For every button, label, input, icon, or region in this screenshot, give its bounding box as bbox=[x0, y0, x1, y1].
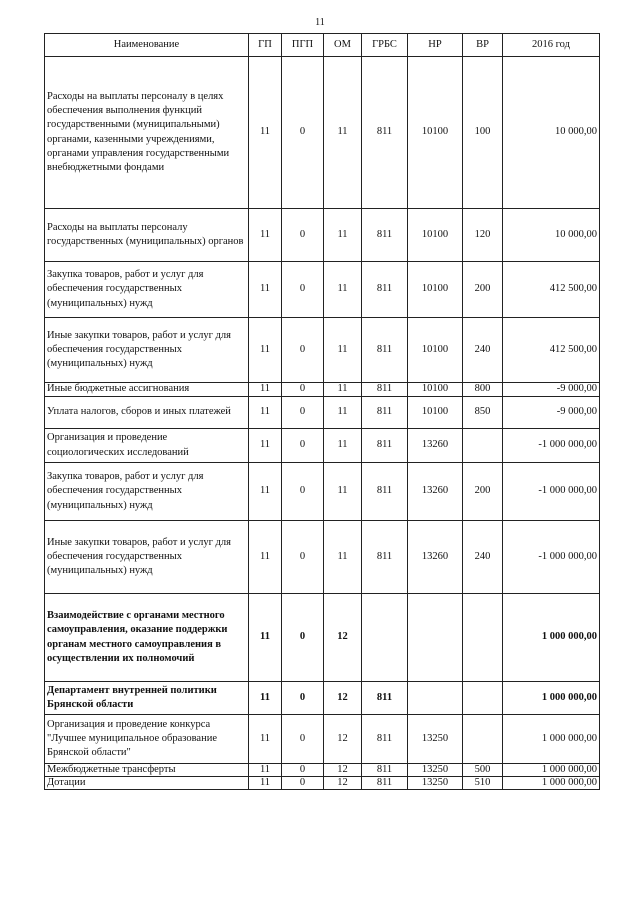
table-row bbox=[45, 262, 600, 318]
row-nr: 13260 bbox=[408, 463, 463, 521]
header-year: 2016 год bbox=[503, 34, 600, 57]
row-vr bbox=[463, 715, 503, 764]
table-row bbox=[45, 209, 600, 262]
row-grbs bbox=[362, 594, 408, 682]
row-pgp: 0 bbox=[282, 318, 324, 383]
row-om: 12 bbox=[324, 682, 362, 715]
row-nr: 13250 bbox=[408, 777, 463, 790]
row-vr: 850 bbox=[463, 397, 503, 429]
row-name: Департамент внутренней политики Брянской области bbox=[45, 682, 249, 715]
row-nr: 10100 bbox=[408, 397, 463, 429]
row-gp: 11 bbox=[249, 383, 282, 397]
row-amount: 1 000 000,00 bbox=[503, 715, 600, 764]
row-gp: 11 bbox=[249, 682, 282, 715]
row-amount: 1 000 000,00 bbox=[503, 682, 600, 715]
row-om: 11 bbox=[324, 318, 362, 383]
row-grbs: 811 bbox=[362, 463, 408, 521]
row-pgp: 0 bbox=[282, 777, 324, 790]
row-vr: 200 bbox=[463, 463, 503, 521]
row-name: Расходы на выплаты персоналу государственных (муниципальных) органов bbox=[45, 209, 249, 262]
row-om: 11 bbox=[324, 383, 362, 397]
row-gp: 11 bbox=[249, 777, 282, 790]
row-pgp: 0 bbox=[282, 594, 324, 682]
page-number: 11 bbox=[315, 17, 325, 28]
header-grbs: ГРБС bbox=[362, 34, 408, 57]
row-name: Закупка товаров, работ и услуг для обеспечения государственных (муниципальных) нужд bbox=[45, 463, 249, 521]
row-grbs: 811 bbox=[362, 318, 408, 383]
row-nr: 13250 bbox=[408, 764, 463, 777]
row-nr: 10100 bbox=[408, 57, 463, 209]
row-nr: 10100 bbox=[408, 318, 463, 383]
row-gp: 11 bbox=[249, 764, 282, 777]
row-amount: -1 000 000,00 bbox=[503, 521, 600, 594]
table-row bbox=[45, 463, 600, 521]
row-om: 11 bbox=[324, 209, 362, 262]
row-name: Закупка товаров, работ и услуг для обеспечения государственных (муниципальных) нужд bbox=[45, 262, 249, 318]
table-row bbox=[45, 764, 600, 777]
row-gp: 11 bbox=[249, 463, 282, 521]
row-amount: 1 000 000,00 bbox=[503, 777, 600, 790]
row-amount: 1 000 000,00 bbox=[503, 764, 600, 777]
header-gp: ГП bbox=[249, 34, 282, 57]
table-row bbox=[45, 521, 600, 594]
row-om: 12 bbox=[324, 594, 362, 682]
row-gp: 11 bbox=[249, 715, 282, 764]
row-gp: 11 bbox=[249, 429, 282, 463]
row-om: 11 bbox=[324, 521, 362, 594]
row-pgp: 0 bbox=[282, 715, 324, 764]
header-vr: ВР bbox=[463, 34, 503, 57]
row-amount: -9 000,00 bbox=[503, 383, 600, 397]
row-grbs: 811 bbox=[362, 715, 408, 764]
row-nr: 10100 bbox=[408, 209, 463, 262]
row-grbs: 811 bbox=[362, 262, 408, 318]
row-gp: 11 bbox=[249, 209, 282, 262]
header-pgp: ПГП bbox=[282, 34, 324, 57]
row-amount: 412 500,00 bbox=[503, 318, 600, 383]
row-amount: -1 000 000,00 bbox=[503, 463, 600, 521]
row-grbs: 811 bbox=[362, 57, 408, 209]
row-name: Уплата налогов, сборов и иных платежей bbox=[45, 397, 249, 429]
row-vr bbox=[463, 682, 503, 715]
row-nr: 13250 bbox=[408, 715, 463, 764]
row-pgp: 0 bbox=[282, 383, 324, 397]
row-grbs: 811 bbox=[362, 429, 408, 463]
row-amount: 10 000,00 bbox=[503, 209, 600, 262]
row-vr: 240 bbox=[463, 318, 503, 383]
row-pgp: 0 bbox=[282, 429, 324, 463]
row-om: 11 bbox=[324, 463, 362, 521]
row-name: Расходы на выплаты персоналу в целях обеспечения выполнения функций государственными (муниципальными) органами, казенными учреждениями, органами управления государственными внебюджетными фондами bbox=[45, 57, 249, 209]
budget-table bbox=[44, 33, 600, 790]
row-nr: 13260 bbox=[408, 521, 463, 594]
row-amount: -9 000,00 bbox=[503, 397, 600, 429]
row-grbs: 811 bbox=[362, 383, 408, 397]
row-pgp: 0 bbox=[282, 397, 324, 429]
row-vr: 200 bbox=[463, 262, 503, 318]
row-gp: 11 bbox=[249, 594, 282, 682]
table-row bbox=[45, 397, 600, 429]
row-vr: 800 bbox=[463, 383, 503, 397]
row-name: Организация и проведение социологических исследований bbox=[45, 429, 249, 463]
row-pgp: 0 bbox=[282, 463, 324, 521]
row-amount: -1 000 000,00 bbox=[503, 429, 600, 463]
row-om: 11 bbox=[324, 262, 362, 318]
header-om: ОМ bbox=[324, 34, 362, 57]
row-pgp: 0 bbox=[282, 209, 324, 262]
row-gp: 11 bbox=[249, 262, 282, 318]
row-nr: 13260 bbox=[408, 429, 463, 463]
header-nr: НР bbox=[408, 34, 463, 57]
table-row bbox=[45, 594, 600, 682]
row-om: 11 bbox=[324, 429, 362, 463]
row-om: 11 bbox=[324, 57, 362, 209]
row-grbs: 811 bbox=[362, 682, 408, 715]
row-grbs: 811 bbox=[362, 397, 408, 429]
row-gp: 11 bbox=[249, 397, 282, 429]
row-grbs: 811 bbox=[362, 209, 408, 262]
row-vr: 500 bbox=[463, 764, 503, 777]
table-row bbox=[45, 777, 600, 790]
row-name: Дотации bbox=[45, 777, 249, 790]
row-name: Иные бюджетные ассигнования bbox=[45, 383, 249, 397]
row-om: 12 bbox=[324, 764, 362, 777]
row-amount: 1 000 000,00 bbox=[503, 594, 600, 682]
row-pgp: 0 bbox=[282, 57, 324, 209]
table-row bbox=[45, 715, 600, 764]
row-gp: 11 bbox=[249, 57, 282, 209]
row-pgp: 0 bbox=[282, 682, 324, 715]
row-om: 12 bbox=[324, 715, 362, 764]
table-row bbox=[45, 57, 600, 209]
row-nr bbox=[408, 594, 463, 682]
row-om: 11 bbox=[324, 397, 362, 429]
table-row bbox=[45, 383, 600, 397]
table-row bbox=[45, 682, 600, 715]
row-vr bbox=[463, 429, 503, 463]
table-header-row bbox=[45, 34, 600, 57]
row-name: Межбюджетные трансферты bbox=[45, 764, 249, 777]
row-nr: 10100 bbox=[408, 262, 463, 318]
row-nr: 10100 bbox=[408, 383, 463, 397]
table-row bbox=[45, 429, 600, 463]
row-amount: 10 000,00 bbox=[503, 57, 600, 209]
row-vr: 240 bbox=[463, 521, 503, 594]
row-gp: 11 bbox=[249, 318, 282, 383]
row-grbs: 811 bbox=[362, 777, 408, 790]
row-nr bbox=[408, 682, 463, 715]
row-vr: 120 bbox=[463, 209, 503, 262]
row-pgp: 0 bbox=[282, 262, 324, 318]
row-vr bbox=[463, 594, 503, 682]
row-om: 12 bbox=[324, 777, 362, 790]
row-name: Организация и проведение конкурса "Лучшее муниципальное образование Брянской области" bbox=[45, 715, 249, 764]
row-grbs: 811 bbox=[362, 764, 408, 777]
row-name: Иные закупки товаров, работ и услуг для обеспечения государственных (муниципальных) нужд bbox=[45, 318, 249, 383]
row-amount: 412 500,00 bbox=[503, 262, 600, 318]
row-name: Иные закупки товаров, работ и услуг для обеспечения государственных (муниципальных) нужд bbox=[45, 521, 249, 594]
row-gp: 11 bbox=[249, 521, 282, 594]
row-pgp: 0 bbox=[282, 764, 324, 777]
row-pgp: 0 bbox=[282, 521, 324, 594]
row-vr: 100 bbox=[463, 57, 503, 209]
row-vr: 510 bbox=[463, 777, 503, 790]
row-grbs: 811 bbox=[362, 521, 408, 594]
table-row bbox=[45, 318, 600, 383]
row-name: Взаимодействие с органами местного самоуправления, оказание поддержки органам местного самоуправления в осуществлении их полномочий bbox=[45, 594, 249, 682]
header-name: Наименование bbox=[45, 34, 249, 57]
